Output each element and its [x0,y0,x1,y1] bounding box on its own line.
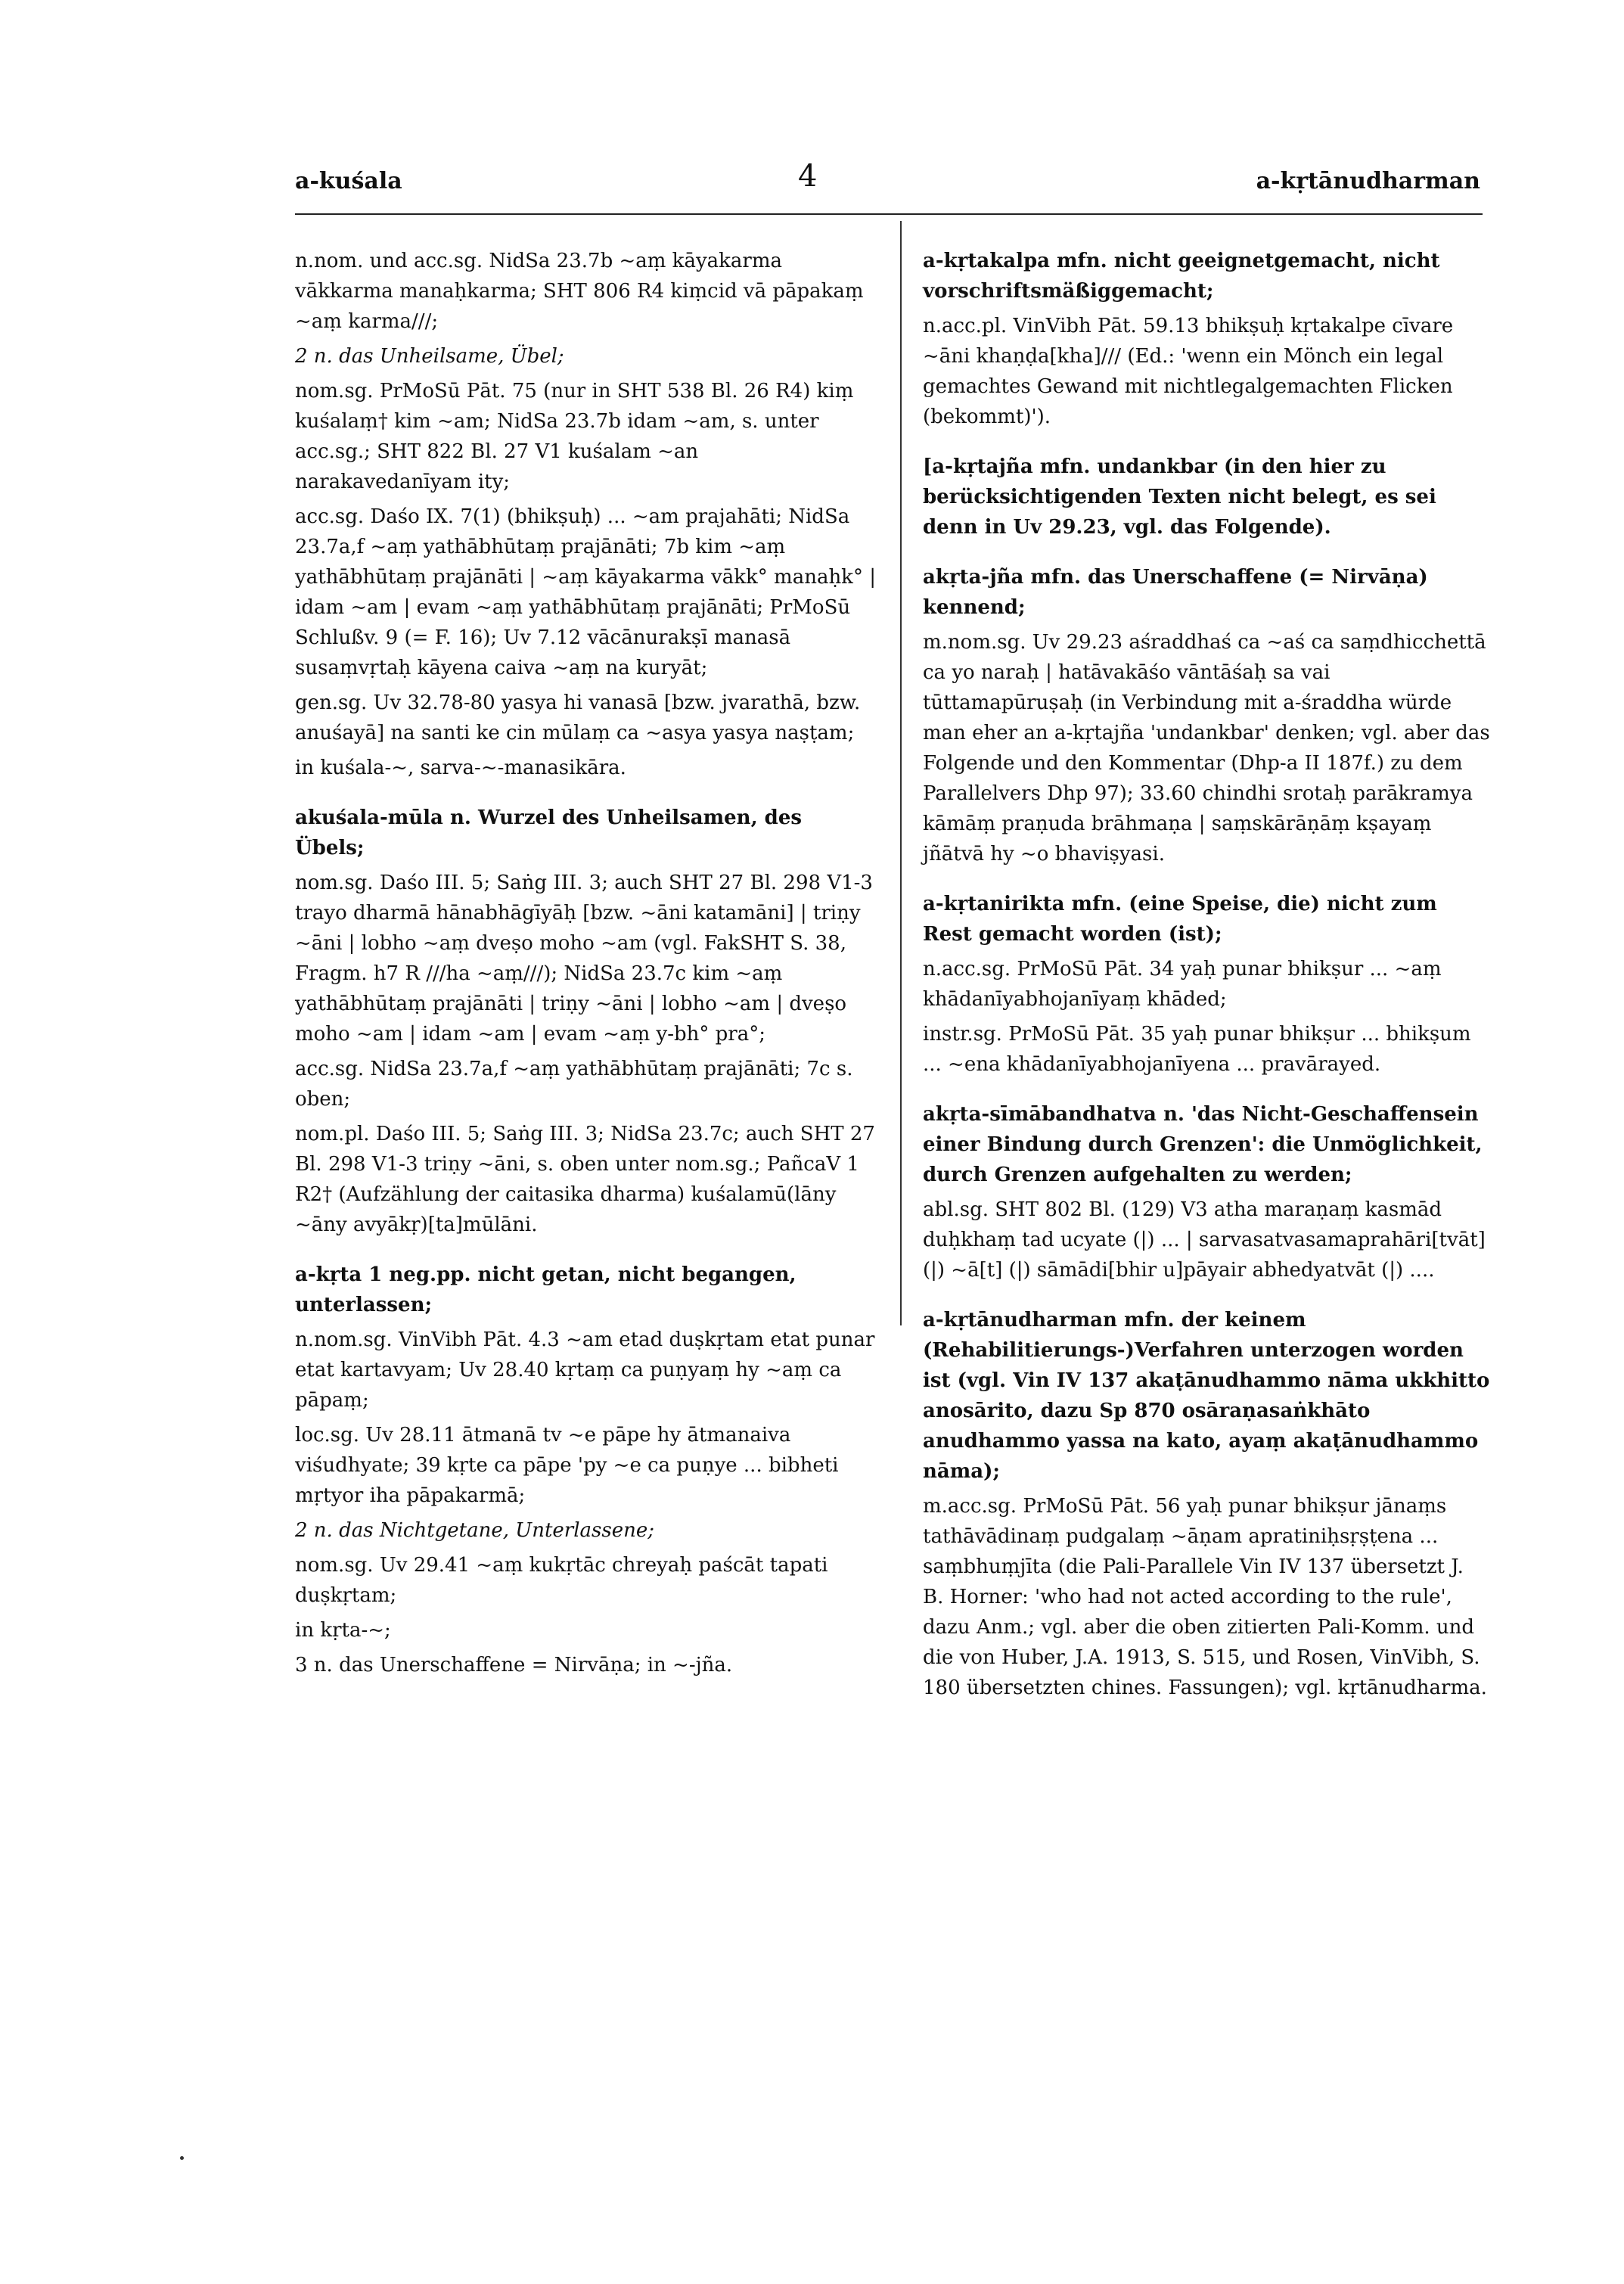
paragraph: n.acc.sg. PrMoSū Pāt. 34 yaḥ punar bhikṣur ... ~aṃ khādanīyabhojanīyaṃ khāded; [923,958,1442,1011]
entry-headword: a-kṛta 1 neg.pp. nicht getan, nicht begangen, unterlassen; [295,1263,796,1316]
running-header [0,159,1624,204]
right-column [923,246,1490,1712]
header-right-keyword: a-kṛtānudharman [1256,168,1480,194]
paragraph: nom.sg. Uv 29.41 ~aṃ kukṛtāc chreyaḥ paścāt tapati duṣkṛtam; [295,1554,828,1607]
entry-a-krtanirikta [923,889,1490,1080]
paragraph: n.acc.pl. VinVibh Pāt. 59.13 bhikṣuḥ kṛtakalpe cīvare ~āni khaṇḍa[kha]/// (Ed.: 'wenn ein Mönch ein legal gemachtes Gewand mit nichtlegalgemachten Flicken (bekommt)'). [923,315,1454,428]
paragraph: acc.sg. Daśo IX. 7(1) (bhikṣuḥ) ... ~am prajahāti; NidSa 23.7a,f ~aṃ yathābhūtaṃ prajānāti; 7b kim ~aṃ yathābhūtaṃ prajānāti | ~aṃ kāyakarma vākk° manaḥk° | idam ~am | evam ~aṃ yathābhūtaṃ prajānāti; PrMoSū Schlußv. 9 (= F. 16); Uv 7.12 vācānurakṣī manasā susaṃvṛtaḥ kāyena caiva ~aṃ na kuryāt; [295,505,876,679]
paragraph: abl.sg. SHT 802 Bl. (129) V3 atha maraṇaṃ kasmād duḥkhaṃ tad ucyate (|) ... | sarvasatvasamaprahāri[tvāt] (|) ~ā[t] (|) sāmādi[bhir u]pāyair abhedyatvāt (|) .... [923,1198,1486,1282]
entry-a-krta [295,1260,877,1680]
entry-headword: akuśala-mūla n. Wurzel des Unheilsamen, des Übels; [295,806,803,859]
entry-akusala-continued [295,246,877,783]
header-rule [295,213,1483,215]
page-number: 4 [798,159,818,194]
paragraph: m.nom.sg. Uv 29.23 aśraddhaś ca ~aś ca saṃdhicchettā ca yo naraḥ | hatāvakāśo vāntāśaḥ sa vai tūttamapūruṣaḥ (in Verbindung mit a-śraddha würde man eher an a-kṛtajña 'undankbar' denken; vgl. aber das Folgende und den Kommentar (Dhp-a II 187f.) zu dem Parallelvers Dhp 97); 33.60 chindhi srotaḥ parākramya kāmāṃ praṇuda brāhmaṇa | saṃskārāṇāṃ kṣayaṃ jñātvā hy ~o bhaviṣyasi. [923,631,1490,865]
entry-akusala-mula [295,803,877,1240]
entry-headword: akṛta-sīmābandhatva n. 'das Nicht-Geschaffensein einer Bindung durch Grenzen': die Unmöglichkeit, durch Grenzen aufgehalten zu werden; [923,1103,1483,1186]
scan-speck [180,2156,184,2160]
sense-heading: 2 n. das Unheilsame, Übel; [295,345,564,368]
paragraph: n.nom. und acc.sg. NidSa 23.7b ~aṃ kāyakarma vākkarma manaḥkarma; SHT 806 R4 kiṃcid vā pāpakaṃ ~aṃ karma///; [295,250,864,333]
cross-reference: in kuśala-~, sarva-~-manasikāra. [295,757,626,779]
cross-reference: in kṛta-~; [295,1619,391,1642]
paragraph: m.acc.sg. PrMoSū Pāt. 56 yaḥ punar bhikṣur jānaṃs tathāvādinaṃ pudgalaṃ ~āṇam apratiniḥsṛṣṭena ... saṃbhuṃjīta (die Pali-Parallele Vin IV 137 übersetzt J. B. Horner: 'who had not acted according to the rule', dazu Anm.; vgl. aber die oben zitierten Pali-Komm. und die von Huber, J.A. 1913, S. 515, und Rosen, VinVibh, S. 180 übersetzten chines. Fassungen); vgl. kṛtānudharma. [923,1495,1487,1699]
paragraph: nom.sg. PrMoSū Pāt. 75 (nur in SHT 538 Bl. 26 R4) kiṃ kuśalaṃ† kim ~am; NidSa 23.7b idam ~am, s. unter acc.sg.; SHT 822 Bl. 27 V1 kuśalam ~an narakavedanīyam ity; [295,380,854,493]
paragraph: loc.sg. Uv 28.11 ātmanā tv ~e pāpe hy ātmanaiva viśudhyate; 39 kṛte ca pāpe 'py ~e ca puṇye ... bibheti mṛtyor iha pāpakarmā; [295,1424,839,1507]
entry-headword: akṛta-jña mfn. das Unerschaffene (= Nirvāṇa) kennend; [923,566,1428,619]
entry-headword: a-kṛtakalpa mfn. nicht geeignetgemacht, nicht vorschriftsmäßiggemacht; [923,250,1440,303]
entry-a-krtajna-bracketed [923,452,1490,542]
entry-akrta-jna [923,562,1490,869]
entry-headword: a-kṛtanirikta mfn. (eine Speise, die) nicht zum Rest gemacht worden (ist); [923,893,1437,946]
entry-headword: [a-kṛtajña mfn. undankbar (in den hier zu berücksichtigenden Texten nicht belegt, es sei denn in Uv 29.23, vgl. das Folgende). [923,455,1436,539]
left-column [295,246,877,1689]
entry-a-krtanudharman [923,1305,1490,1703]
sense-heading: 3 n. das Unerschaffene = Nirvāṇa; in ~-jña. [295,1654,733,1676]
paragraph: nom.pl. Daśo III. 5; Saṅg III. 3; NidSa 23.7c; auch SHT 27 Bl. 298 V1-3 triṇy ~āni, s. oben unter nom.sg.; PañcaV 1 R2† (Aufzählung der caitasika dharma) kuśalamū(lāny ~āny avyākṛ)[ta]mūlāni. [295,1123,875,1236]
paragraph: gen.sg. Uv 32.78-80 yasya hi vanasā [bzw. jvarathā, bzw. anuśayā] na santi ke cin mūlaṃ ca ~asya yasya naṣṭam; [295,691,861,744]
column-divider [900,221,902,1325]
sense-heading: 2 n. das Nichtgetane, Unterlassene; [295,1519,654,1542]
paragraph: acc.sg. NidSa 23.7a,f ~aṃ yathābhūtaṃ prajānāti; 7c s. oben; [295,1058,853,1111]
entry-a-krtakalpa [923,246,1490,432]
entry-headword: a-kṛtānudharman mfn. der keinem (Rehabilitierungs-)Verfahren unterzogen worden ist (vgl. Vin IV 137 akaṭānudhammo nāma ukkhitto anosārito, dazu Sp 870 osāraṇasaṅkhāto anudhammo yassa na kato, ayaṃ akaṭānudhammo nāma); [923,1309,1490,1483]
paragraph: n.nom.sg. VinVibh Pāt. 4.3 ~am etad duṣkṛtam etat punar etat kartavyam; Uv 28.40 kṛtaṃ ca puṇyaṃ hy ~aṃ ca pāpaṃ; [295,1328,875,1412]
entry-akrta-simabandhatva [923,1099,1490,1285]
paragraph: nom.sg. Daśo III. 5; Saṅg III. 3; auch SHT 27 Bl. 298 V1-3 trayo dharmā hānabhāgīyāḥ [bzw. ~āni katamāni] | triṇy ~āni | lobho ~aṃ dveṣo moho ~am (vgl. FakSHT S. 38, Fragm. h7 R ///ha ~aṃ///); NidSa 23.7c kim ~aṃ yathābhūtaṃ prajānāti | triṇy ~āni | lobho ~am | dveṣo moho ~am | idam ~am | evam ~aṃ y-bh° pra°; [295,872,873,1046]
header-left-keyword: a-kuśala [295,168,402,194]
paragraph: instr.sg. PrMoSū Pāt. 35 yaḥ punar bhikṣur ... bhikṣum ... ~ena khādanīyabhojanīyena ... pravārayed. [923,1023,1471,1076]
